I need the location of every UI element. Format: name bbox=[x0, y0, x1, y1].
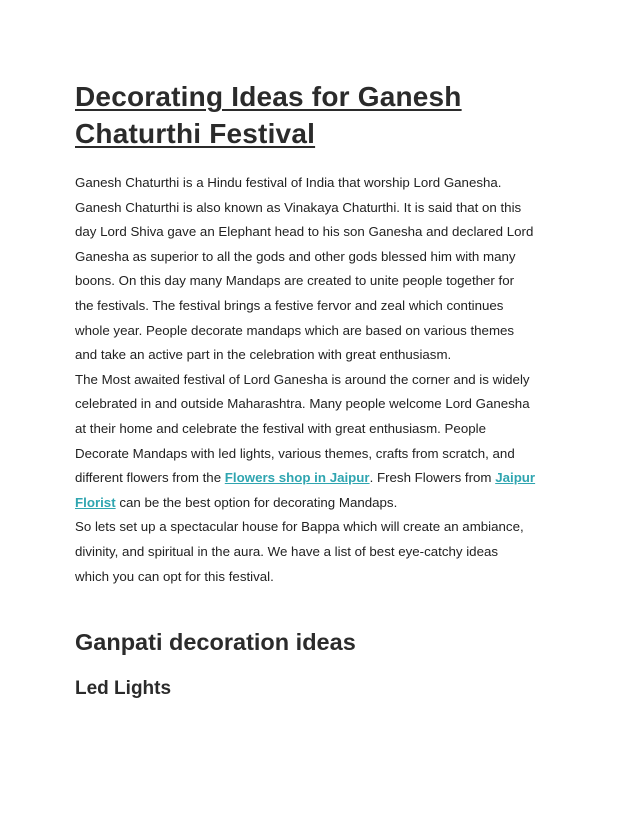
page-title bbox=[75, 78, 575, 152]
text-line: Ganesh Chaturthi is also known as Vinakaya Chaturthi. It is said that on this bbox=[75, 199, 522, 215]
section-heading: Ganpati decoration ideas bbox=[75, 629, 356, 656]
text-line-with-links bbox=[75, 466, 575, 491]
flowers-shop-jaipur-link[interactable]: Flowers shop in Jaipur bbox=[224, 470, 370, 486]
text-line-with-link bbox=[75, 491, 575, 516]
text-segment: can be the best option for decorating Mandaps. bbox=[115, 494, 398, 510]
jaipur-florist-link-part-1[interactable]: Jaipur bbox=[495, 470, 536, 486]
text-line: divinity, and spiritual in the aura. We have a list of best eye-catchy ideas bbox=[75, 543, 499, 559]
page-title-line-2: Chaturthi Festival bbox=[75, 118, 316, 149]
text-line: at their home and celebrate the festival with great enthusiasm. People bbox=[75, 420, 486, 436]
text-line: which you can opt for this festival. bbox=[75, 568, 274, 584]
text-line: the festivals. The festival brings a festive fervor and zeal which continues bbox=[75, 297, 504, 313]
text-line: So lets set up a spectacular house for Bappa which will create an ambiance, bbox=[75, 519, 524, 535]
text-line: boons. On this day many Mandaps are created to unite people together for bbox=[75, 273, 515, 289]
document-page bbox=[75, 78, 575, 702]
jaipur-florist-link-part-2[interactable]: Florist bbox=[75, 494, 116, 510]
page-title-line-1: Decorating Ideas for Ganesh bbox=[75, 81, 462, 112]
text-line: celebrated in and outside Maharashtra. Many people welcome Lord Ganesha bbox=[75, 396, 530, 412]
text-line: Ganesha as superior to all the gods and other gods blessed him with many bbox=[75, 248, 516, 264]
intro-paragraphs bbox=[75, 171, 575, 589]
text-line: Decorate Mandaps with led lights, various themes, crafts from scratch, and bbox=[75, 445, 515, 461]
text-segment: different flowers from the bbox=[75, 470, 225, 486]
text-line: The Most awaited festival of Lord Ganesha is around the corner and is widely bbox=[75, 371, 530, 387]
text-line: day Lord Shiva gave an Elephant head to his son Ganesha and declared Lord bbox=[75, 224, 534, 240]
text-line: Ganesh Chaturthi is a Hindu festival of India that worship Lord Ganesha. bbox=[75, 175, 502, 190]
text-line: whole year. People decorate mandaps which are based on various themes bbox=[75, 322, 515, 338]
text-segment: . Fresh Flowers from bbox=[369, 470, 496, 486]
sub-heading: Led Lights bbox=[75, 678, 172, 700]
text-line: and take an active part in the celebration with great enthusiasm. bbox=[75, 347, 452, 363]
